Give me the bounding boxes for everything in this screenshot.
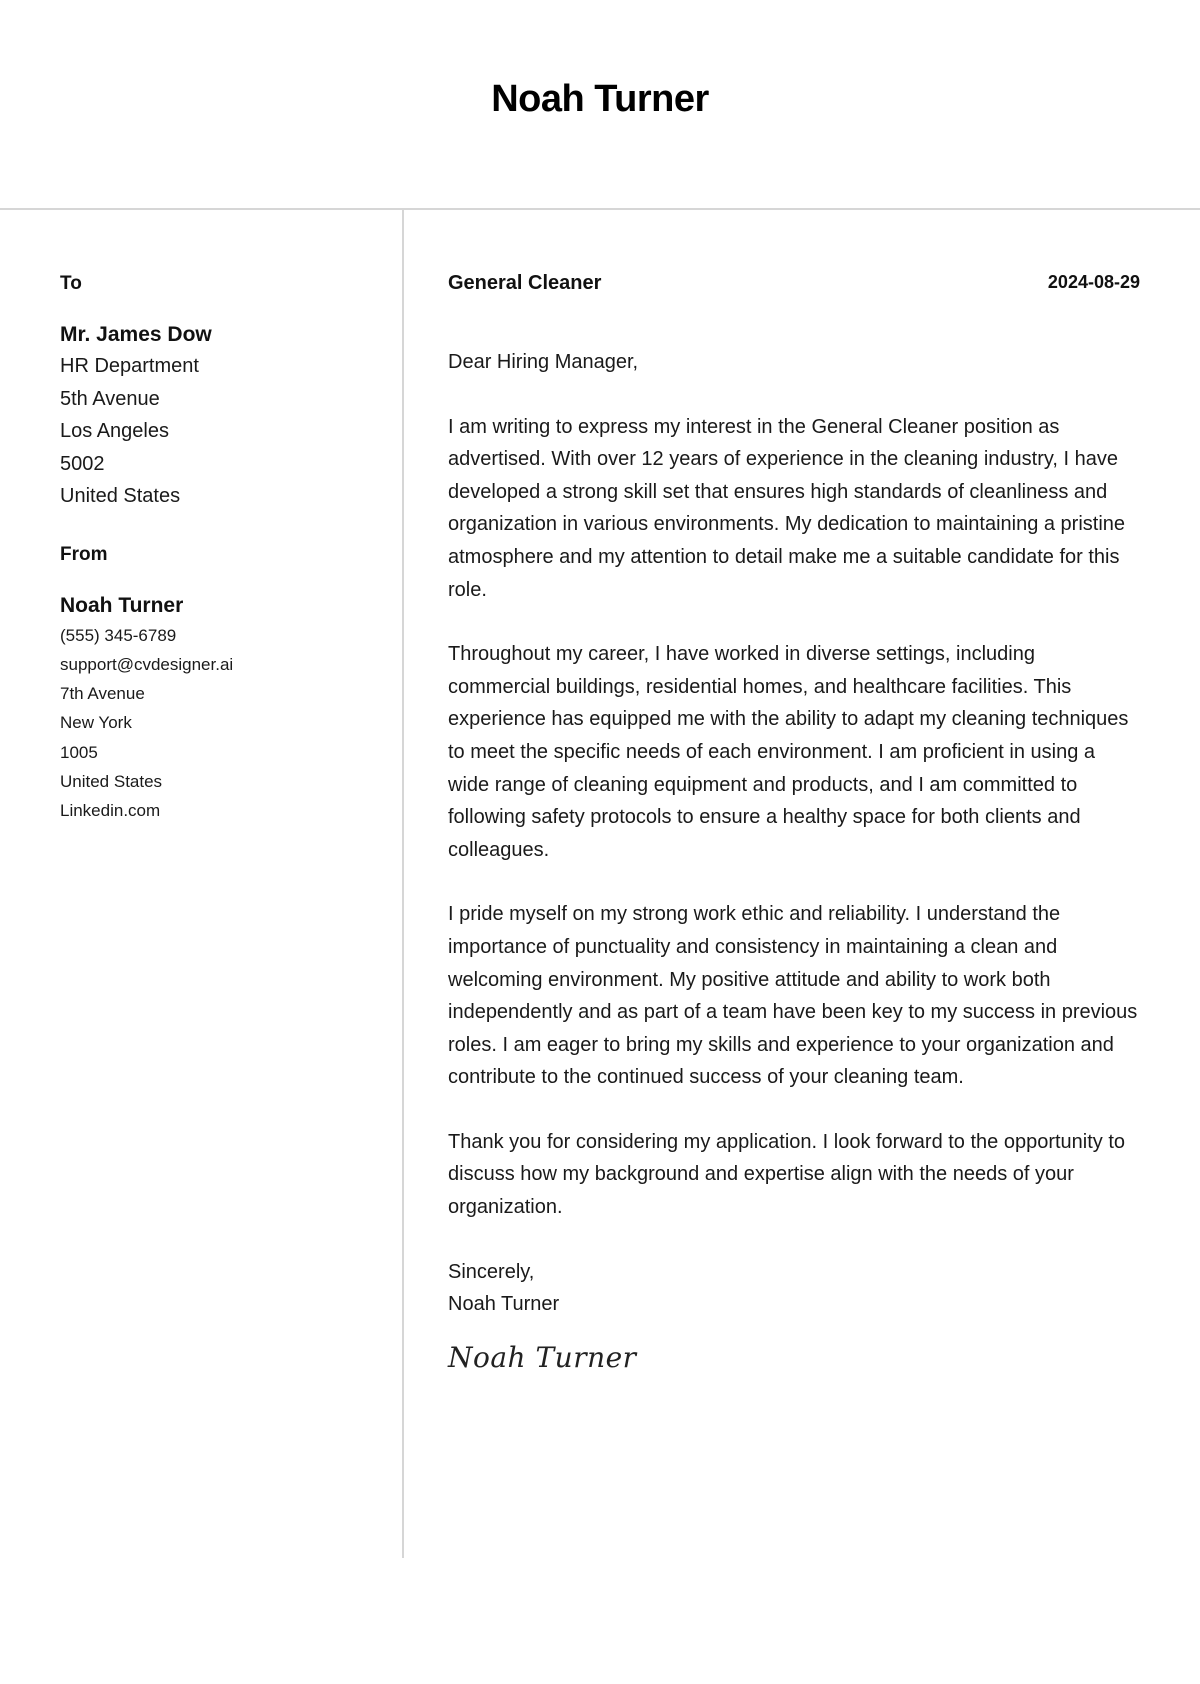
recipient-name: Mr. James Dow [60,323,212,346]
sender-email: support@cvdesigner.ai [60,654,234,674]
recipient-postcode: 5002 [60,452,105,475]
handwritten-signature: Noah Turner [448,1340,637,1374]
sender-linkedin: Linkedin.com [60,801,161,821]
closing-salutation: Sincerely, [448,1260,535,1283]
greeting: Dear Hiring Manager, [448,351,639,373]
recipient-street: 5th Avenue [60,387,160,410]
job-title: General Cleaner [448,272,602,294]
column-divider [402,210,404,1558]
paragraph-experience: Throughout my career, I have worked in diverse settings, including commercial buildings, residential homes, and healthcare facilities. This experience has equipped me with the ability to adapt my cleaning techniques to meet the specific needs of each environment. I am proficient in using a wide range of cleaning equipment and products, and I am committed to following safety protocols to ensure a healthy space for both clients and colleagues. [448,643,1129,861]
sender-phone: (555) 345-6789 [60,625,177,645]
closing-name: Noah Turner [448,1293,560,1316]
applicant-name-title: Noah Turner [491,78,709,120]
letter-date: 2024-08-29 [1047,272,1140,292]
paragraph-intro: I am writing to express my interest in the General Cleaner position as advertised. With over 12 years of experience in the cleaning industry, I have developed a strong skill set that ensures high standards of cleanliness and organization in various environments. My dedication to maintaining a pristine atmosphere and my attention to detail make me a suitable candidate for this role. [448,415,1126,601]
paragraph-thanks: Thank you for considering my application. I look forward to the opportunity to discuss how my background and expertise align with the needs of your organization. [448,1130,1126,1219]
letter-topline [448,270,1140,300]
sender-contact [60,621,380,826]
sender-country: United States [60,771,163,791]
recipient-country: United States [60,485,181,507]
header-divider [0,208,1200,210]
closing-block [448,1256,1140,1321]
sender-name: Noah Turner [60,593,184,617]
recipient-city: Los Angeles [60,420,169,442]
letter-header [0,0,1200,208]
recipient-address [60,350,380,513]
from-label: From [60,543,108,565]
to-label: To [60,273,82,294]
sender-city: New York [60,713,132,733]
letter-body [448,270,1140,1374]
sender-postcode: 1005 [60,742,98,762]
sender-street: 7th Avenue [60,684,145,704]
address-sidebar [60,270,380,826]
paragraph-work-ethic: I pride myself on my strong work ethic and reliability. I understand the importance of punctuality and consistency in maintaining a clean and welcoming environment. My positive attitude and ability to work both independently and as part of a team have been key to my success in previous roles. I am eager to bring my skills and experience to your organization and contribute to the continued success of your cleaning team. [448,903,1138,1089]
recipient-department: HR Department [60,355,199,377]
